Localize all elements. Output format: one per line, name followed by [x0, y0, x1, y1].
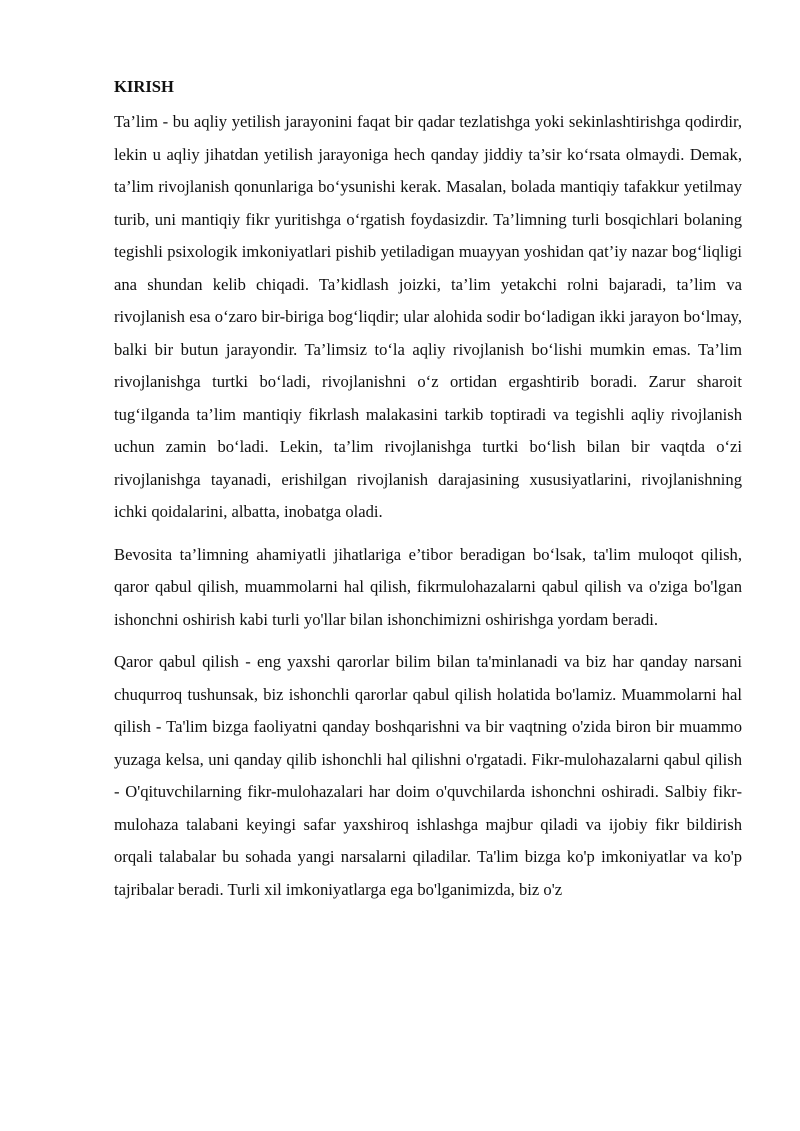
- section-heading: KIRISH: [114, 77, 174, 96]
- document-page: [114, 74, 742, 916]
- paragraph-2: Bevosita ta’limning ahamiyatli jihatlariga e’tibor beradigan bo‘lsak, ta'lim muloqot qilish, qaror qabul qilish, muammolarni hal qilish, fikrmulohazalarni qabul qilish va o'ziga bo'lgan ishonchni oshirish kabi turli yo'llar bilan ishonchimizni oshirishga yordam beradi.: [114, 544, 742, 629]
- paragraph-1: Ta’lim - bu aqliy yetilish jarayonini faqat bir qadar tezlatishga yoki sekinlashtirishga qodirdir, lekin u aqliy jihatdan yetilish jarayoniga hech qanday jiddiy ta’sir ko‘rsata olmaydi. Demak, ta’lim rivojlanish qonunlariga bo‘ysunishi kerak. Masalan, bolada mantiqiy tafakkur yetilmay turib, uni mantiqiy fikr yuritishga o‘rgatish foydasizdir. Ta’limning turli bosqichlari bolaning tegishli psixologik imkoniyatlari pishib yetiladigan muayyan yoshidan qat’iy nazar bog‘liqligi ana shundan kelib chiqadi. Ta’kidlash joizki, ta’lim yetakchi rolni bajaradi, ta’lim va rivojlanish esa o‘zaro bir-biriga bog‘liqdir; ular alohida sodir bo‘ladigan ikki jarayon bo‘lmay, balki bir butun jarayondir. Ta’limsiz to‘la aqliy rivojlanish bo‘lishi mumkin emas. Ta’lim rivojlanishga turtki bo‘ladi, rivojlanishni o‘z ortidan ergashtirib boradi. Zarur sharoit tug‘ilganda ta’lim mantiqiy fikrlash malakasini tarkib toptiradi va tegishli aqliy rivojlanish uchun zamin bo‘ladi. Lekin, ta’lim rivojlanishga turtki bo‘lish bilan bir vaqtda o‘zi rivojlanishga tayanadi, erishilgan rivojlanish darajasining xususiyatlarini, rivojlanishning ichki qoidalarini, albatta, inobatga oladi.: [114, 112, 742, 521]
- paragraph-3: Qaror qabul qilish - eng yaxshi qarorlar bilim bilan ta'minlanadi va biz har qanday narsani chuqurroq tushunsak, biz ishonchli qarorlar qabul qilish holatida bo'lamiz. Muammolarni hal qilish - Ta'lim bizga faoliyatni qanday boshqarishni va bir vaqtning o'zida biron bir muammo yuzaga kelsa, uni qanday qilib ishonchli hal qilishni o'rgatadi. Fikr-mulohazalarni qabul qilish - O'qituvchilarning fikr-mulohazalari har doim o'quvchilarda ishonchni oshiradi. Salbiy fikr-mulohaza talabani keyingi safar yaxshiroq ishlashga majbur qiladi va ijobiy fikr bildirish orqali talabalar bu sohada yangi narsalarni qiladilar. Ta'lim bizga ko'p imkoniyatlar va ko'p tajribalar beradi. Turli xil imkoniyatlarga ega bo'lganimizda, biz o'z: [114, 652, 742, 899]
